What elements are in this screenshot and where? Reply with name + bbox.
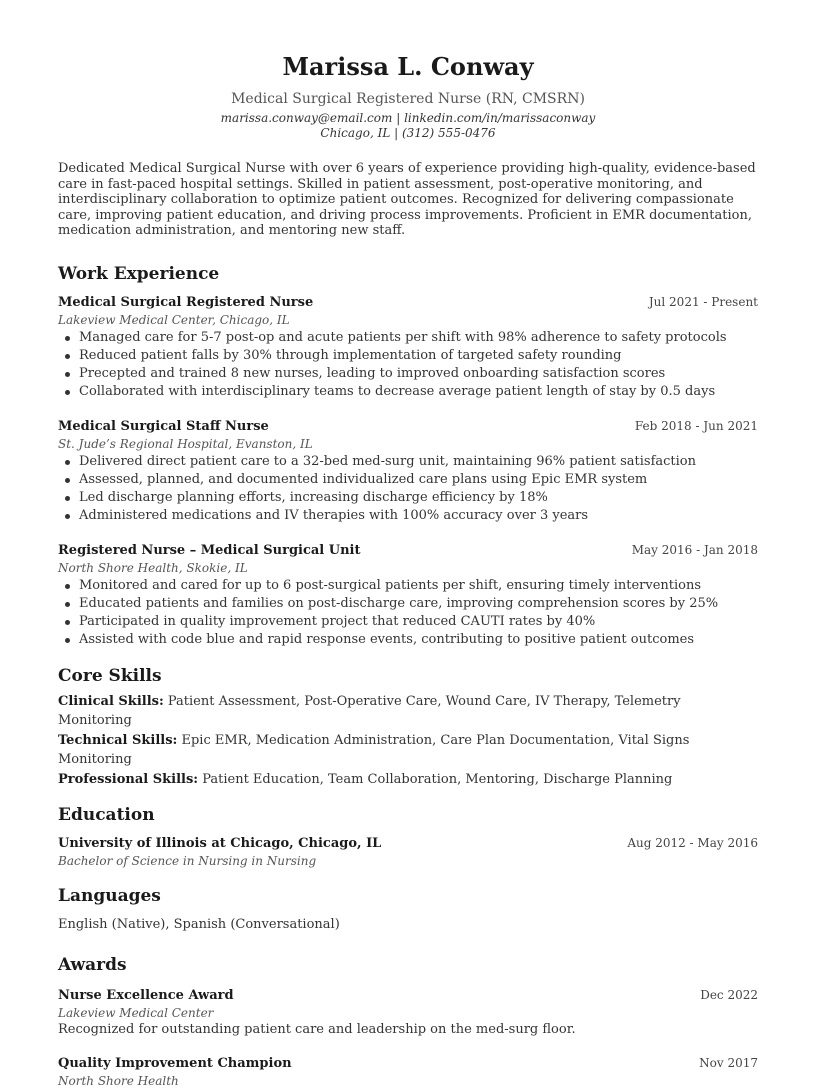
core-skills-section [58,665,758,790]
award-title: Nurse Excellence Award [58,988,234,1003]
skill-line-professional [58,770,758,790]
resume-header [58,52,758,141]
job-entry [58,293,758,401]
candidate-title: Medical Surgical Registered Nurse (RN, CMSRN) [231,91,585,107]
award-header [58,1054,758,1073]
job-bullet: Assessed, planned, and documented individualized care plans using Epic EMR system [79,471,758,489]
job-bullet: Participated in quality improvement project that reduced CAUTI rates by 40% [79,613,758,631]
email-link[interactable]: marissa.conway@email.com [220,111,393,125]
job-bullet: Reduced patient falls by 30% through implementation of targeted safety rounding [79,347,758,365]
award-org: North Shore Health [58,1074,179,1088]
linkedin-link[interactable]: linkedin.com/in/marissaconway [404,111,596,125]
education-header [58,834,758,853]
award-entry [58,1054,758,1090]
section-heading-languages: Languages [58,886,161,906]
job-title: Medical Surgical Staff Nurse [58,418,269,434]
contact-separator: | [390,126,402,140]
job-bullet: Collaborated with interdisciplinary teams to decrease average patient length of stay by 0.5 days [79,383,758,401]
job-employer: St. Jude’s Regional Hospital, Evanston, IL [58,436,313,451]
job-entry [58,541,758,649]
award-description: Recognized for outstanding patient care and leadership on the med-surg floor. [58,1022,576,1037]
job-header [58,417,758,436]
professional-summary: Dedicated Medical Surgical Nurse with over 6 years of experience providing high-quality, evidence-based care in fast-paced hospital settings. Skilled in patient assessment, post-operative monitoring, and interdisciplinary collaboration to optimize patient outcomes. Recognized for delivering compassionate care, improving patient education, and driving process improvements. Proficient in EMR documentation, medication administration, and mentoring new staff. [58,161,756,238]
award-title: Quality Improvement Champion [58,1056,292,1071]
skill-value: Patient Assessment, Post-Operative Care, Wound Care, IV Therapy, Telemetry Monitoring [58,693,681,728]
skill-value: Patient Education, Team Collaboration, Mentoring, Discharge Planning [198,771,673,787]
job-bullet: Managed care for 5-7 post-op and acute patients per shift with 98% adherence to safety protocols [79,329,758,347]
candidate-name: Marissa L. Conway [282,52,534,81]
section-heading-skills: Core Skills [58,665,162,686]
skill-line-technical [58,731,758,770]
skills-list [58,692,758,790]
degree: Bachelor of Science in Nursing in Nursing [58,854,317,868]
section-heading-education: Education [58,805,155,825]
awards-section [58,954,758,1090]
section-heading-work: Work Experience [58,263,220,284]
award-date: Nov 2017 [699,1056,758,1070]
skill-label: Clinical Skills: [58,693,164,709]
job-employer: North Shore Health, Skokie, IL [58,560,248,575]
job-dates: Jul 2021 - Present [648,294,758,309]
languages-list: English (Native), Spanish (Conversational) [58,917,340,932]
languages-section [58,885,758,934]
award-header [58,986,758,1005]
job-dates: Feb 2018 - Jun 2021 [634,418,758,433]
education-entry [58,834,758,870]
section-heading-awards: Awards [58,955,127,975]
job-entry [58,417,758,525]
job-header [58,541,758,560]
award-org: Lakeview Medical Center [58,1006,214,1020]
location-text: Chicago, IL [320,126,391,140]
job-bullet: Precepted and trained 8 new nurses, leading to improved onboarding satisfaction scores [79,365,758,383]
education-dates: Aug 2012 - May 2016 [627,836,758,850]
job-bullets [58,329,758,401]
job-employer: Lakeview Medical Center, Chicago, IL [58,312,290,327]
job-header [58,293,758,312]
job-dates: May 2016 - Jan 2018 [631,542,758,557]
job-bullet: Delivered direct patient care to a 32-bed med-surg unit, maintaining 96% patient satisfaction [79,453,758,471]
skill-line-clinical [58,692,758,731]
job-title: Registered Nurse – Medical Surgical Unit [58,542,361,558]
contact-line [58,111,758,126]
job-bullets [58,453,758,525]
work-experience-section [58,263,758,649]
job-bullet: Assisted with code blue and rapid response events, contributing to positive patient outcomes [79,631,758,649]
job-bullet: Monitored and cared for up to 6 post-surgical patients per shift, ensuring timely interventions [79,577,758,595]
education-section [58,804,758,870]
school-name: University of Illinois at Chicago, Chicago, IL [58,836,382,851]
job-title: Medical Surgical Registered Nurse [58,294,314,310]
job-bullet: Educated patients and families on post-discharge care, improving comprehension scores by 25% [79,595,758,613]
contact-separator: | [392,111,405,125]
job-bullet: Administered medications and IV therapies with 100% accuracy over 3 years [79,507,758,525]
job-bullets [58,577,758,649]
phone-text: (312) 555-0476 [401,126,496,140]
skill-label: Professional Skills: [58,771,199,787]
skill-label: Technical Skills: [58,732,178,748]
job-bullet: Led discharge planning efforts, increasing discharge efficiency by 18% [79,489,758,507]
award-entry [58,986,758,1038]
contact-line-2 [58,126,758,141]
award-date: Dec 2022 [700,988,758,1002]
skill-value: Epic EMR, Medication Administration, Care Plan Documentation, Vital Signs Monitoring [58,732,690,767]
